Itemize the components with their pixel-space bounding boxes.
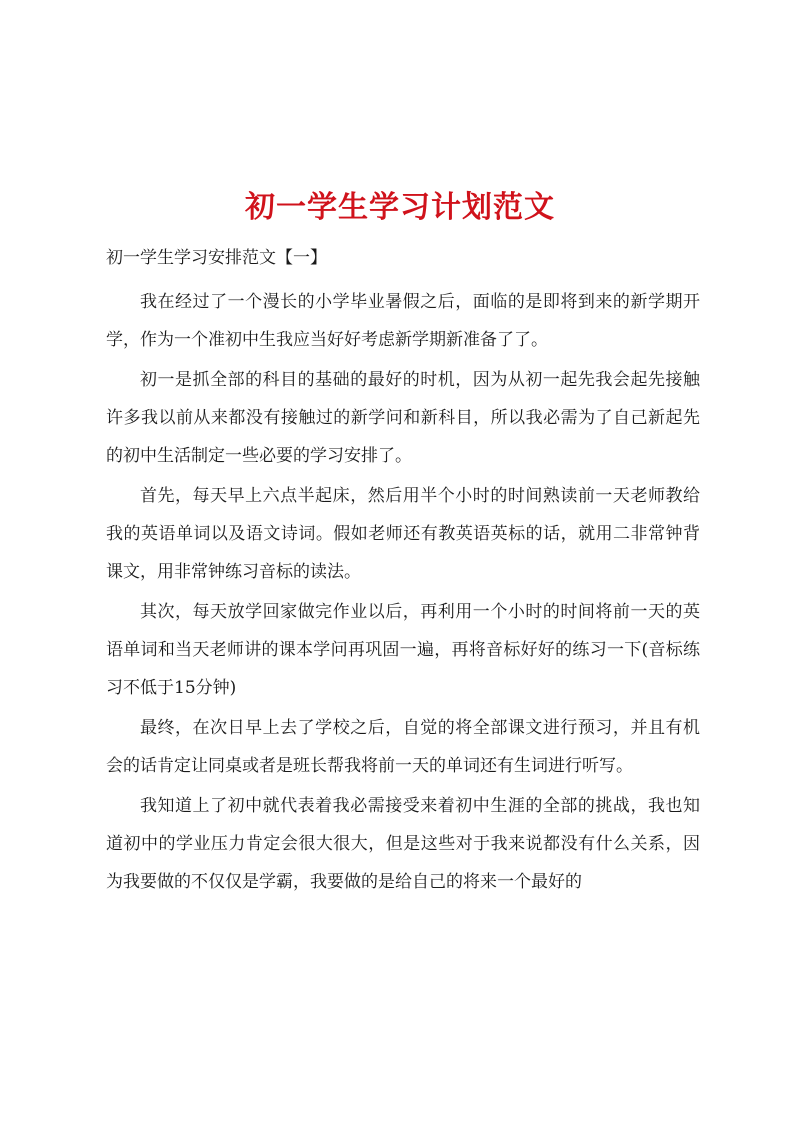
paragraph-3: 首先，每天早上六点半起床，然后用半个小时的时间熟读前一天老师教给我的英语单词以及语文诗词。假如老师还有教英语英标的话，就用二非常钟背课文，用非常钟练习音标的读法。 [106, 486, 700, 582]
document-body [106, 243, 700, 903]
paragraph-1: 我在经过了一个漫长的小学毕业暑假之后，面临的是即将到来的新学期开学，作为一个准初中生我应当好好考虑新学期新准备了了。 [106, 292, 700, 350]
page-title: 初一学生学习计划范文 [245, 190, 555, 226]
paragraph-6: 我知道上了初中就代表着我必需接受来着初中生涯的全部的挑战，我也知道初中的学业压力肯定会很大很大，但是这些对于我来说都没有什么关系，因为我要做的不仅仅是学霸，我要做的是给自己的将来一个最好的 [106, 796, 700, 892]
section-heading: 初一学生学习安排范文【一】 [106, 248, 327, 268]
paragraph-2: 初一是抓全部的科目的基础的最好的时机，因为从初一起先我会起先接触许多我以前从来都没有接触过的新学问和新科目，所以我必需为了自己新起先的初中生活制定一些必要的学习安排了。 [106, 370, 700, 466]
paragraph-5: 最终，在次日早上去了学校之后，自觉的将全部课文进行预习，并且有机会的话肯定让同桌或者是班长帮我将前一天的单词还有生词进行听写。 [106, 718, 700, 776]
paragraph-4: 其次，每天放学回家做完作业以后，再利用一个小时的时间将前一天的英语单词和当天老师讲的课本学问再巩固一遍，再将音标好好的练习一下(音标练习不低于15分钟) [106, 602, 700, 698]
